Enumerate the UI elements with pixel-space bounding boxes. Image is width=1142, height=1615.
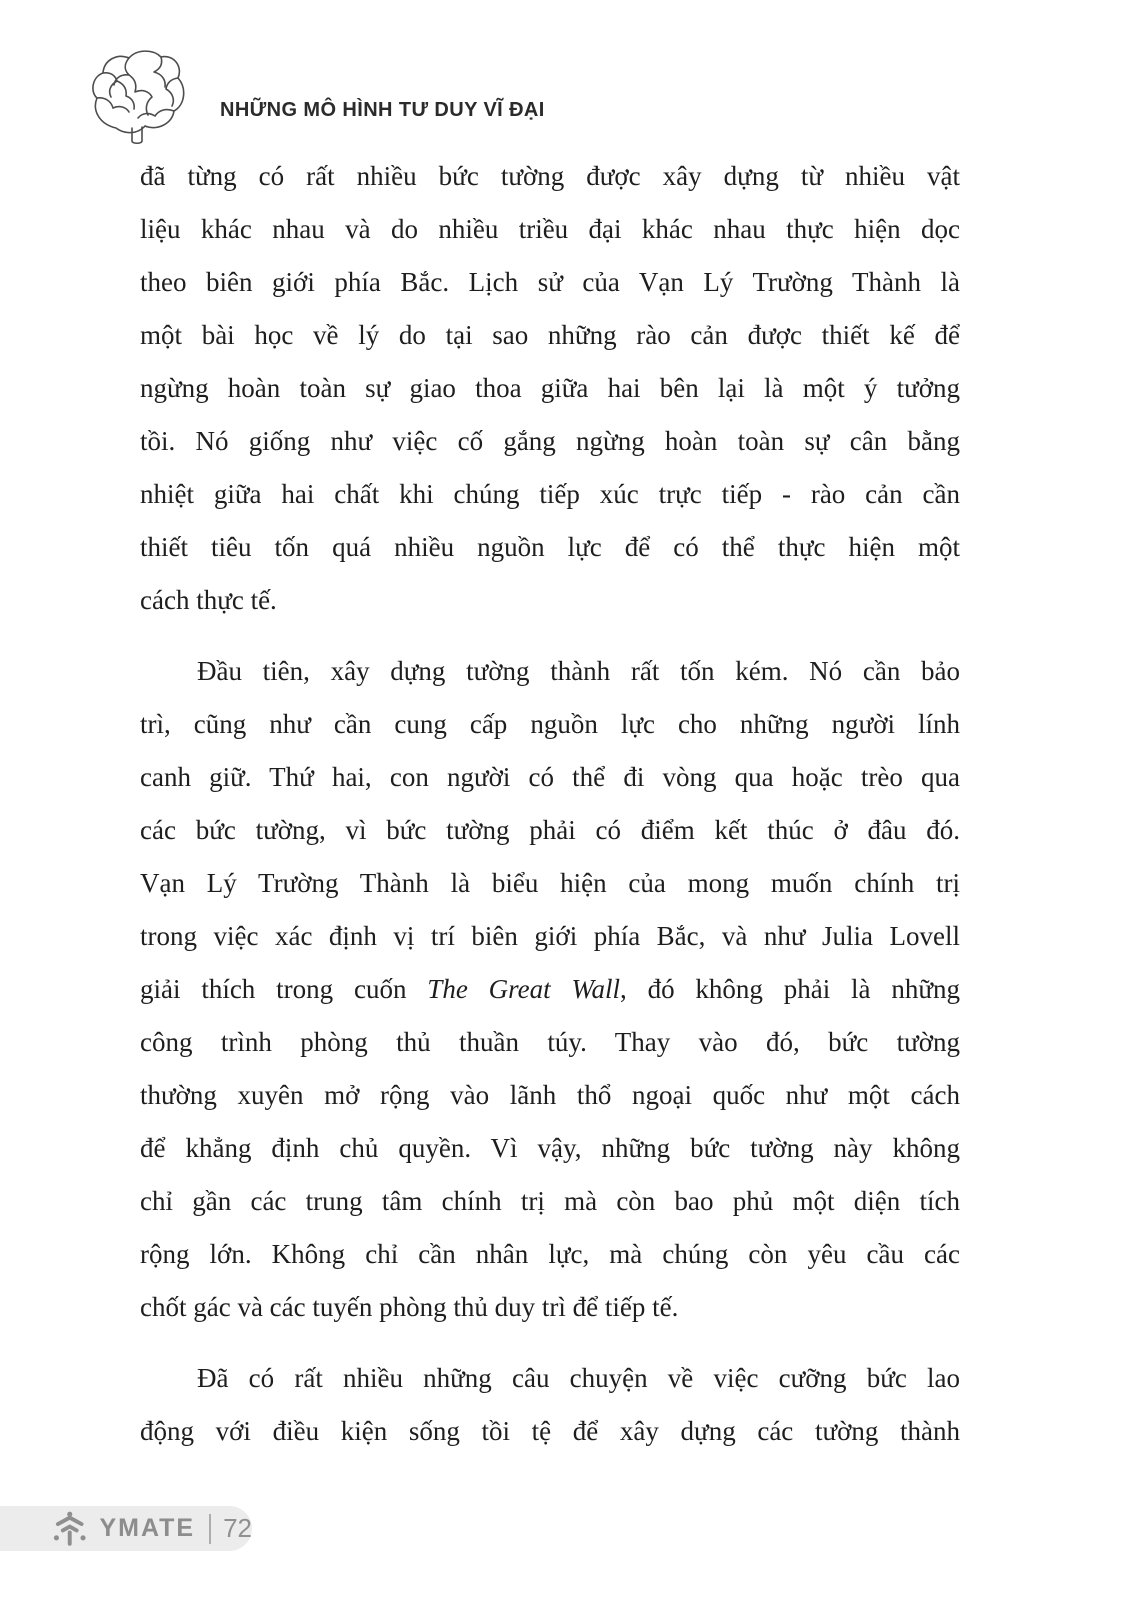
text-segment: liệu khác nhau và do nhiều triều đại khác nhau thực hiện dọc bbox=[140, 214, 960, 244]
text-segment: theo biên giới phía Bắc. Lịch sử của Vạn Lý Trường Thành là bbox=[140, 267, 960, 297]
text-line bbox=[140, 1352, 960, 1405]
text-segment: canh giữ. Thứ hai, con người có thể đi vòng qua hoặc trèo qua bbox=[140, 762, 960, 792]
text-line bbox=[140, 521, 960, 574]
text-line bbox=[140, 150, 960, 203]
text-line bbox=[140, 963, 960, 1016]
text-line bbox=[140, 910, 960, 963]
text-segment: thường xuyên mở rộng vào lãnh thổ ngoại quốc như một cách bbox=[140, 1080, 960, 1110]
text-segment: trong việc xác định vị trí biên giới phía Bắc, và như Julia Lovell bbox=[140, 921, 960, 951]
brain-icon bbox=[86, 48, 190, 150]
text-segment: trì, cũng như cần cung cấp nguồn lực cho những người lính bbox=[140, 709, 960, 739]
text-line bbox=[140, 804, 960, 857]
text-line bbox=[140, 1281, 960, 1334]
text-segment: để khẳng định chủ quyền. Vì vậy, những bức tường này không bbox=[140, 1133, 960, 1163]
text-segment: một bài học về lý do tại sao những rào cản được thiết kế để bbox=[140, 320, 960, 350]
text-segment: nhiệt giữa hai chất khi chúng tiếp xúc trực tiếp - rào cản cần bbox=[140, 479, 960, 509]
text-line bbox=[140, 1069, 960, 1122]
footer-badge bbox=[0, 1506, 252, 1551]
brand-label: YMATE bbox=[99, 1514, 196, 1542]
footer-divider bbox=[209, 1514, 211, 1544]
text-line bbox=[140, 1175, 960, 1228]
text-line bbox=[140, 256, 960, 309]
text-segment: chốt gác và các tuyến phòng thủ duy trì để tiếp tế. bbox=[140, 1292, 679, 1322]
text-segment: giải thích trong cuốn bbox=[140, 974, 428, 1004]
text-line bbox=[140, 362, 960, 415]
text-segment: ngừng hoàn toàn sự giao thoa giữa hai bên lại là một ý tưởng bbox=[140, 373, 960, 403]
text-segment: , đó không phải là những bbox=[619, 974, 961, 1004]
text-segment: động với điều kiện sống tồi tệ để xây dựng các tường thành bbox=[140, 1416, 960, 1446]
text-line bbox=[140, 1122, 960, 1175]
text-line bbox=[140, 203, 960, 256]
text-segment: thiết tiêu tốn quá nhiều nguồn lực để có thể thực hiện một bbox=[140, 532, 960, 562]
paragraph bbox=[140, 1352, 960, 1458]
paragraph bbox=[140, 645, 960, 1334]
text-line bbox=[140, 415, 960, 468]
page-title: NHỮNG MÔ HÌNH TƯ DUY VĨ ĐẠI bbox=[220, 98, 545, 121]
text-column bbox=[140, 150, 960, 1458]
text-segment: chỉ gần các trung tâm chính trị mà còn bao phủ một diện tích bbox=[140, 1186, 960, 1216]
text-line bbox=[140, 645, 960, 698]
text-line bbox=[140, 857, 960, 910]
page-number: 72 bbox=[223, 1513, 252, 1543]
text-segment: rộng lớn. Không chỉ cần nhân lực, mà chúng còn yêu cầu các bbox=[140, 1239, 960, 1269]
text-segment: công trình phòng thủ thuần túy. Thay vào đó, bức tường bbox=[140, 1027, 960, 1057]
ymate-logo-icon bbox=[52, 1510, 87, 1547]
text-segment: cách thực tế. bbox=[140, 585, 277, 615]
text-line bbox=[140, 1016, 960, 1069]
paragraph bbox=[140, 150, 960, 627]
text-line bbox=[140, 698, 960, 751]
text-segment: Đã có rất nhiều những câu chuyện về việc cưỡng bức lao bbox=[197, 1363, 960, 1393]
text-segment: đã từng có rất nhiều bức tường được xây dựng từ nhiều vật bbox=[140, 161, 960, 191]
text-line bbox=[140, 1228, 960, 1281]
text-line bbox=[140, 468, 960, 521]
text-segment: tồi. Nó giống như việc cố gắng ngừng hoàn toàn sự cân bằng bbox=[140, 426, 960, 456]
text-line bbox=[140, 574, 960, 627]
page-header bbox=[86, 48, 545, 150]
text-segment: Đầu tiên, xây dựng tường thành rất tốn kém. Nó cần bảo bbox=[197, 656, 960, 686]
text-line bbox=[140, 751, 960, 804]
book-title-italic: The Great Wall bbox=[427, 974, 620, 1004]
text-line bbox=[140, 309, 960, 362]
text-line bbox=[140, 1405, 960, 1458]
text-segment: các bức tường, vì bức tường phải có điểm kết thúc ở đâu đó. bbox=[140, 815, 960, 845]
text-segment: Vạn Lý Trường Thành là biểu hiện của mong muốn chính trị bbox=[140, 868, 960, 898]
